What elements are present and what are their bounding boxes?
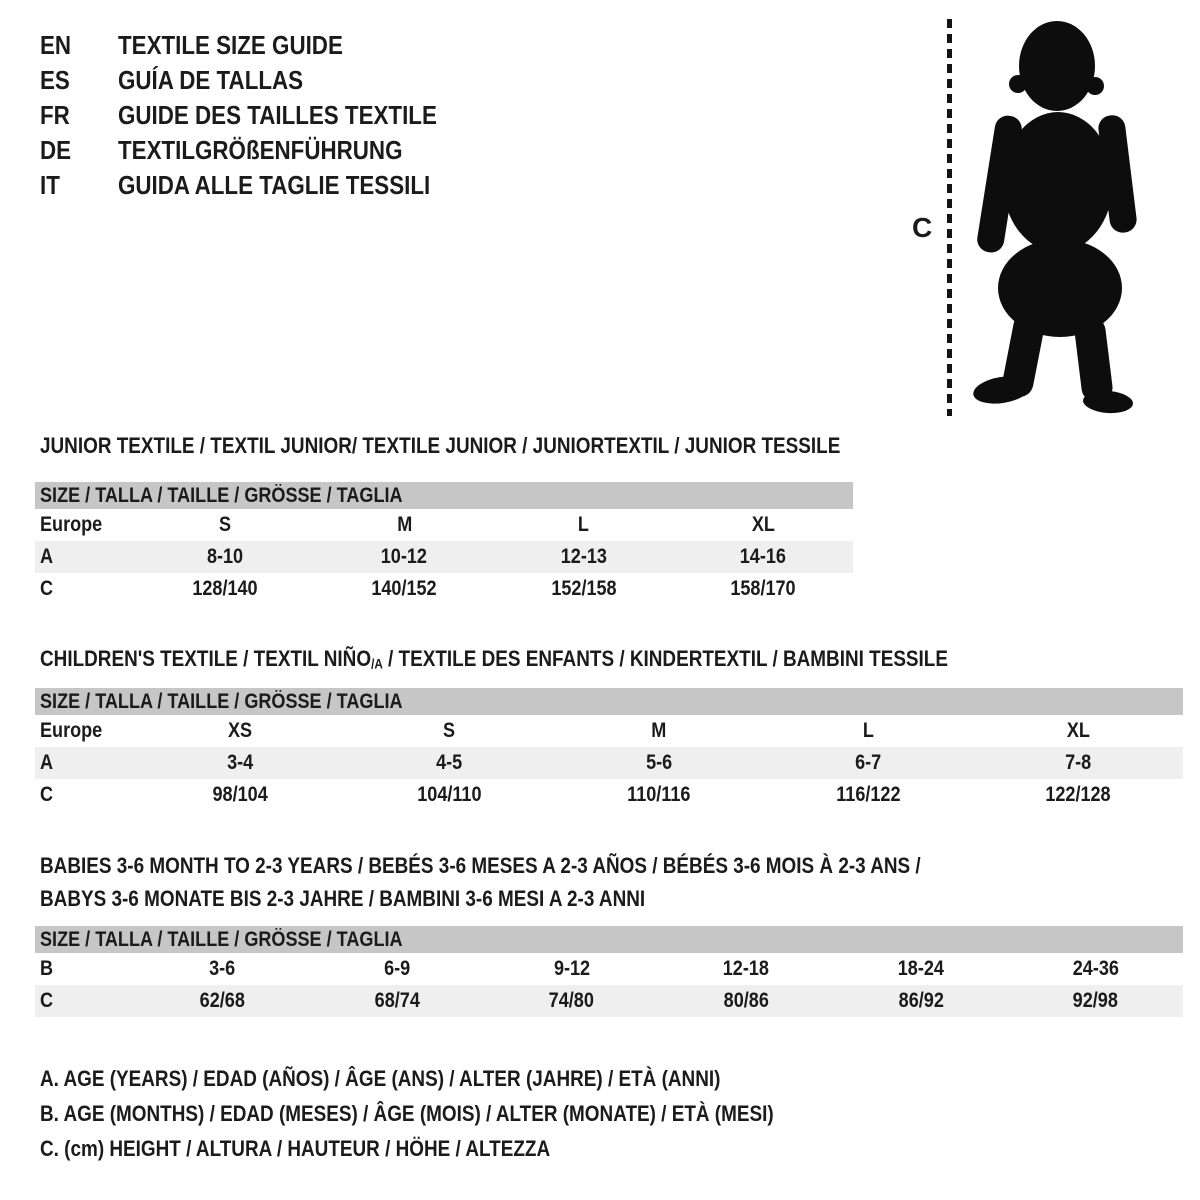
table-row-europe (35, 509, 853, 541)
age-cell: 10-12 (381, 545, 428, 568)
babies-heading-line2: BABYS 3-6 MONATE BIS 2-3 JAHRE / BAMBINI 3-6 MESI A 2-3 ANNI (40, 886, 646, 911)
size-cell: M (651, 719, 667, 742)
language-title: TEXTILGRÖßENFÜHRUNG (118, 135, 403, 165)
age-cell: 12-18 (723, 957, 770, 980)
height-cell: 104/110 (417, 783, 482, 806)
row-label: B (40, 957, 54, 980)
table-row-height (35, 779, 1183, 811)
table-row-height (35, 573, 853, 605)
height-dashed-line (947, 19, 952, 416)
age-cell: 14-16 (740, 545, 787, 568)
size-header-text: SIZE / TALLA / TAILLE / GRÖSSE / TAGLIA (40, 484, 403, 507)
age-cell: 7-8 (1065, 751, 1092, 774)
height-cell: 122/128 (1045, 783, 1111, 806)
size-cell: S (443, 719, 456, 742)
language-row-it (40, 170, 800, 205)
height-measure-label: C (912, 212, 933, 243)
language-code: FR (40, 100, 70, 130)
age-cell: 12-13 (560, 545, 607, 568)
height-cell: 62/68 (199, 989, 245, 1012)
legend-line-c: C. (cm) HEIGHT / ALTURA / HAUTEUR / HÖHE / ALTEZZA (40, 1136, 551, 1161)
legend-line-a: A. AGE (YEARS) / EDAD (AÑOS) / ÂGE (ANS) / ALTER (JAHRE) / ETÀ (ANNI) (40, 1066, 721, 1091)
language-title: GUIDA ALLE TAGLIE TESSILI (118, 170, 431, 200)
junior-section-heading-text: JUNIOR TEXTILE / TEXTIL JUNIOR/ TEXTILE JUNIOR / JUNIORTEXTIL / JUNIOR TESSILE (40, 433, 841, 458)
age-cell: 6-9 (383, 957, 411, 980)
children-section-heading-text: CHILDREN'S TEXTILE / TEXTIL NIÑO/A / TEXTILE DES ENFANTS / KINDERTEXTIL / BAMBINI TESSILE (40, 646, 948, 672)
row-label: A (40, 545, 54, 568)
size-header-band (35, 482, 853, 509)
baby-silhouette-image (958, 12, 1143, 422)
size-cell: XS (227, 719, 252, 742)
babies-heading-line1: BABIES 3-6 MONTH TO 2-3 YEARS / BEBÉS 3-6 MESES A 2-3 AÑOS / BÉBÉS 3-6 MOIS À 2-3 ANS / (40, 853, 921, 878)
height-cell: 110/116 (627, 783, 691, 806)
row-label: A (40, 751, 54, 774)
height-cell: 152/158 (551, 577, 617, 600)
height-cell: 74/80 (549, 989, 595, 1012)
language-row-de (40, 135, 800, 170)
size-cell: XL (1066, 719, 1090, 742)
language-row-fr (40, 100, 800, 135)
size-header-text: SIZE / TALLA / TAILLE / GRÖSSE / TAGLIA (40, 928, 403, 951)
size-cell: M (396, 513, 412, 536)
age-cell: 3-4 (226, 751, 253, 774)
language-title: GUIDE DES TAILLES TEXTILE (118, 100, 437, 130)
size-cell: XL (751, 513, 775, 536)
children-section-heading (40, 642, 1096, 680)
size-cell: L (863, 719, 875, 742)
size-header-text: SIZE / TALLA / TAILLE / GRÖSSE / TAGLIA (40, 690, 403, 713)
age-cell: 8-10 (206, 545, 243, 568)
height-cell: 98/104 (212, 783, 268, 806)
row-label: C (40, 783, 54, 806)
age-cell: 24-36 (1072, 957, 1119, 980)
row-label: Europe (40, 719, 103, 742)
language-row-en (40, 30, 800, 65)
table-row-height (35, 985, 1183, 1017)
children-size-table (35, 688, 1183, 811)
legend-line-b: B. AGE (MONTHS) / EDAD (MESES) / ÂGE (MOIS) / ALTER (MONATE) / ETÀ (MESI) (40, 1101, 774, 1126)
age-cell: 9-12 (553, 957, 590, 980)
language-code: IT (40, 170, 60, 200)
measure-legend (40, 1064, 893, 1169)
row-label: C (40, 577, 54, 600)
age-cell: 6-7 (855, 751, 882, 774)
age-cell: 3-6 (209, 957, 236, 980)
height-cell: 158/170 (730, 577, 796, 600)
table-row-months (35, 953, 1183, 985)
age-cell: 4-5 (436, 751, 463, 774)
heading-subscript: /A (371, 656, 383, 672)
language-title: GUÍA DE TALLAS (118, 65, 304, 95)
table-row-age (35, 747, 1183, 779)
junior-section-heading (40, 429, 971, 462)
height-cell: 116/122 (836, 783, 901, 806)
height-cell: 140/152 (371, 577, 437, 600)
size-header-band (35, 926, 1183, 953)
height-cell: 80/86 (723, 989, 769, 1012)
height-cell: 92/98 (1073, 989, 1119, 1012)
babies-section-heading (40, 849, 1064, 915)
table-row-europe (35, 715, 1183, 747)
babies-size-table (35, 926, 1183, 1017)
language-title: TEXTILE SIZE GUIDE (118, 30, 343, 60)
table-row-age (35, 541, 853, 573)
height-cell: 128/140 (192, 577, 258, 600)
age-cell: 18-24 (897, 957, 945, 980)
age-cell: 5-6 (645, 751, 673, 774)
row-label: C (40, 989, 54, 1012)
language-title-list (40, 30, 800, 205)
size-cell: S (218, 513, 231, 536)
size-header-band (35, 688, 1183, 715)
junior-size-table (35, 482, 853, 605)
row-label: Europe (40, 513, 103, 536)
height-cell: 86/92 (898, 989, 944, 1012)
language-code: EN (40, 30, 72, 60)
language-row-es (40, 65, 800, 100)
height-cell: 68/74 (374, 989, 420, 1012)
size-cell: L (578, 513, 590, 536)
language-code: DE (40, 135, 72, 165)
language-code: ES (40, 65, 70, 95)
